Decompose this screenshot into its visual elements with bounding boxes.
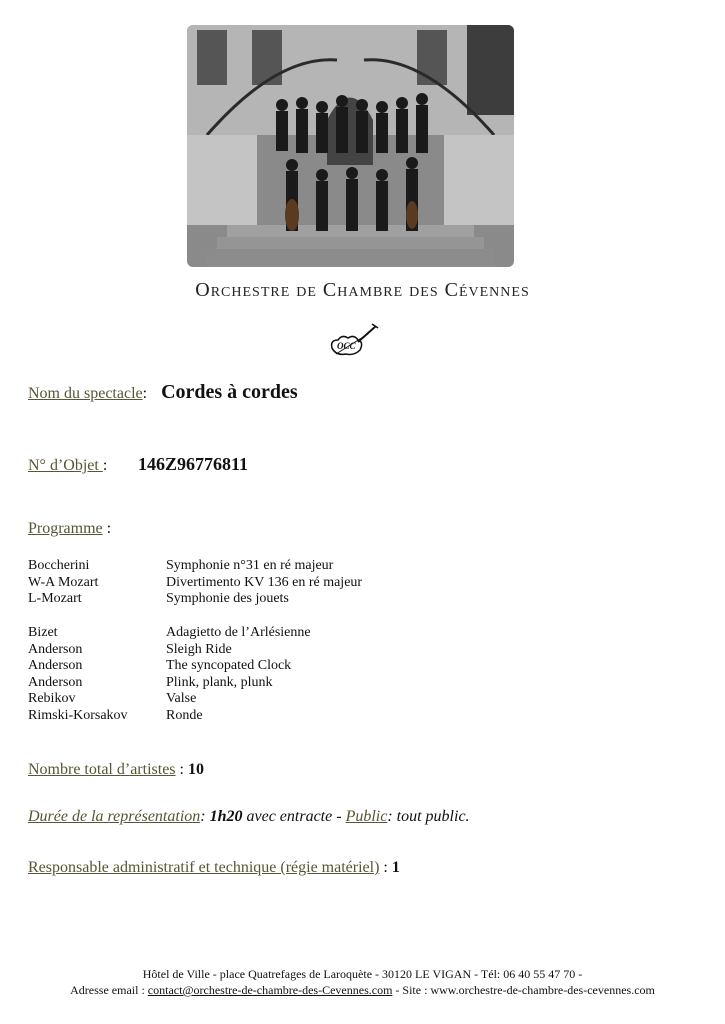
work: Symphonie n°31 en ré majeur [166, 558, 334, 573]
work: Plink, plank, plunk [166, 674, 273, 690]
composer: L-Mozart [28, 591, 82, 607]
work: Adagietto de l’Arlésienne [166, 625, 311, 640]
composer: Rebikov [28, 691, 76, 707]
composer: W-A Mozart [28, 574, 99, 590]
composer: Rimski-Korsakov [28, 708, 128, 723]
work: Divertimento KV 136 en ré majeur [166, 574, 363, 590]
programme-label-colon: : [102, 520, 112, 537]
footer-address: Hôtel de Ville - place Quatrefages de Laroquète - 30120 LE VIGAN - Tél: 06 40 55 47 70 - [142, 967, 583, 981]
composer: Boccherini [28, 558, 90, 573]
programme-group-1 [28, 558, 448, 608]
object-label-colon: : [102, 457, 108, 474]
work: Sleigh Ride [166, 641, 232, 657]
footer-email-link[interactable]: contact@orchestre-de-chambre-des-Cevennes.com [147, 983, 393, 997]
duration-label: Durée de la représentation [28, 808, 201, 825]
show-row [28, 381, 298, 404]
work: Ronde [166, 708, 203, 723]
occ-violin-logo [328, 320, 380, 365]
public-label: Public [345, 808, 388, 825]
orchestra-photo-image [187, 25, 514, 267]
work: Symphonie des jouets [166, 591, 289, 607]
programme-heading [28, 520, 111, 538]
artists-separator: : [175, 761, 188, 778]
artists-count: 10 [187, 761, 204, 778]
orchestra-photo [187, 25, 514, 267]
logo-text: OCC [337, 341, 356, 351]
show-label-colon: : [142, 385, 148, 402]
duration-value: 1h20 [209, 808, 243, 825]
public-value: tout public. [396, 808, 470, 825]
show-label: Nom du spectacle [28, 385, 143, 402]
footer-site: - Site : www.orchestre-de-chambre-des-cevennes.com [392, 983, 655, 997]
public-colon: : [387, 808, 397, 825]
orchestra-title: Orchestre de Chambre des Cévennes [195, 279, 530, 301]
duration-suffix: avec entracte - [242, 808, 346, 825]
responsible-separator: : [379, 859, 392, 876]
responsible-row [28, 859, 400, 877]
object-label: N° d’Objet [28, 457, 103, 474]
composer: Anderson [28, 641, 83, 657]
footer-contact [0, 983, 725, 998]
programme-group-2 [28, 625, 448, 725]
work: The syncopated Clock [166, 658, 292, 674]
duration-row [28, 808, 470, 826]
composer: Anderson [28, 674, 83, 690]
duration-colon: : [200, 808, 210, 825]
composer: Anderson [28, 658, 83, 674]
object-number: 146Z96776811 [138, 454, 249, 474]
artists-label: Nombre total d’artistes [28, 761, 176, 778]
responsible-label: Responsable administratif et technique (régie matériel) [28, 859, 380, 876]
composer: Bizet [28, 625, 58, 640]
programme-label: Programme [28, 520, 103, 537]
artists-row [28, 761, 204, 779]
object-row [28, 454, 249, 475]
show-name: Cordes à cordes [161, 381, 298, 403]
footer-email-prefix: Adresse email : [70, 983, 148, 997]
work: Valse [166, 691, 197, 707]
responsible-value: 1 [391, 859, 400, 876]
